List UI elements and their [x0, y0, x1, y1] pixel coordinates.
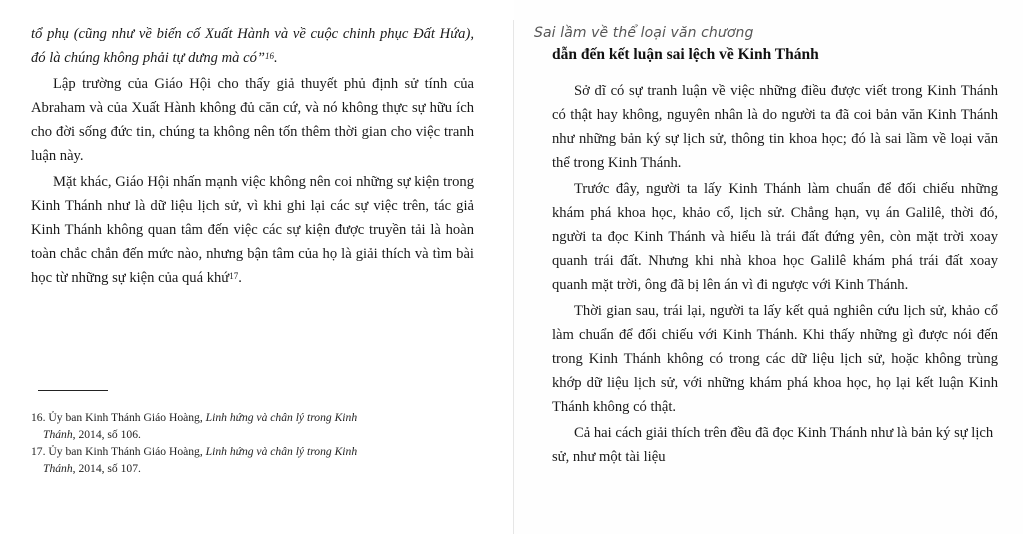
- footnotes: [31, 410, 391, 478]
- right-page: [514, 0, 1023, 534]
- footnote-details: , 2014, số 107.: [72, 461, 141, 475]
- footnote-title: Linh hứng và chân lý trong Kinh Thánh: [43, 445, 358, 475]
- footnote-details: , 2014, số 106.: [72, 427, 141, 441]
- footnote-16: [31, 410, 391, 443]
- paragraph-text: Lập trường của Giáo Hội cho thấy giả thuyết phủ định sử tính của Abraham và của Xuất Hành không đủ căn cứ, và nó không thực sự hữu ích cho đời sống đức tin, chúng ta không nên tốn thêm thời gian cho việc tranh luận này.: [31, 76, 474, 164]
- quote-text: tổ phụ (cũng như về biến cố Xuất Hành và về cuộc chinh phục Đất Hứa), đó là chúng không phải tự dưng mà có”: [31, 26, 474, 66]
- paragraph: [31, 170, 474, 290]
- footnote-ref[interactable]: 16: [265, 51, 274, 61]
- paragraph: [31, 72, 474, 168]
- footnote-author: Ủy ban Kinh Thánh Giáo Hoàng,: [48, 445, 203, 458]
- section-title: dẫn đến kết luận sai lệch về Kinh Thánh: [552, 46, 819, 63]
- quote-period: .: [274, 50, 278, 66]
- paragraph: Thời gian sau, trái lại, người ta lấy kết quả nghiên cứu lịch sử, khảo cổ làm chuẩn để đối chiếu với Kinh Thánh. Khi thấy những gì được nói đến trong Kinh Thánh không có trong các dữ liệu lịch sử, hoặc không trùng khớp dữ liệu lịch sử, với những khám phá khoa học, họ lại kết luận Kinh Thánh không có thật.: [552, 303, 998, 415]
- footnote-number: 16.: [31, 411, 46, 424]
- footnote-separator: [38, 390, 108, 391]
- footnote-17: [31, 444, 391, 477]
- left-page-body: [31, 22, 474, 290]
- paragraph-text: Mặt khác, Giáo Hội nhấn mạnh việc không nên coi những sự kiện trong Kinh Thánh như là dữ liệu lịch sử, vì khi ghi lại các sự việc trên, tác giả Kinh Thánh không quan tâm đến việc các sự kiện được truyền tải là hoàn toàn chắc chắn đến mức nào, nhưng bận tâm của họ là giải thích và tìm bài học từ những sự kiện của quá khứ: [31, 174, 474, 286]
- section-kicker: Sai lầm về thể loại văn chương: [534, 25, 754, 41]
- paragraph: Cả hai cách giải thích trên đều đã đọc Kinh Thánh như là bản ký sự lịch sử, như một tài liệu: [552, 425, 994, 465]
- paragraph: Trước đây, người ta lấy Kinh Thánh làm chuẩn để đối chiếu những khám phá khoa học, khảo cổ, lịch sử. Chẳng hạn, vụ án Galilê, thời đó, người ta đọc Kinh Thánh và hiểu là trái đất đứng yên, còn mặt trời xoay quanh trái đất. Nhưng khi nhà khoa học Galilê khám phá trái đất xoay quanh mặt trời, ông đã bị lên án vì đi ngược với Kinh Thánh.: [552, 181, 998, 293]
- paragraph: Sở dĩ có sự tranh luận về việc những điều được viết trong Kinh Thánh có thật hay không, nguyên nhân là do người ta đã coi bản văn Kinh Thánh như những bản ký sự lịch sử, thông tin khoa học; đó là sai lầm về loại văn thể trong Kinh Thánh.: [552, 83, 998, 171]
- footnote-title: Linh hứng và chân lý trong Kinh Thánh: [43, 411, 358, 441]
- footnote-number: 17.: [31, 445, 46, 458]
- quote-continuation: [31, 22, 474, 70]
- paragraph-period: .: [238, 270, 242, 286]
- footnote-ref[interactable]: 17: [229, 271, 239, 281]
- right-page-body: [552, 79, 998, 469]
- footnote-author: Ủy ban Kinh Thánh Giáo Hoàng,: [48, 411, 203, 424]
